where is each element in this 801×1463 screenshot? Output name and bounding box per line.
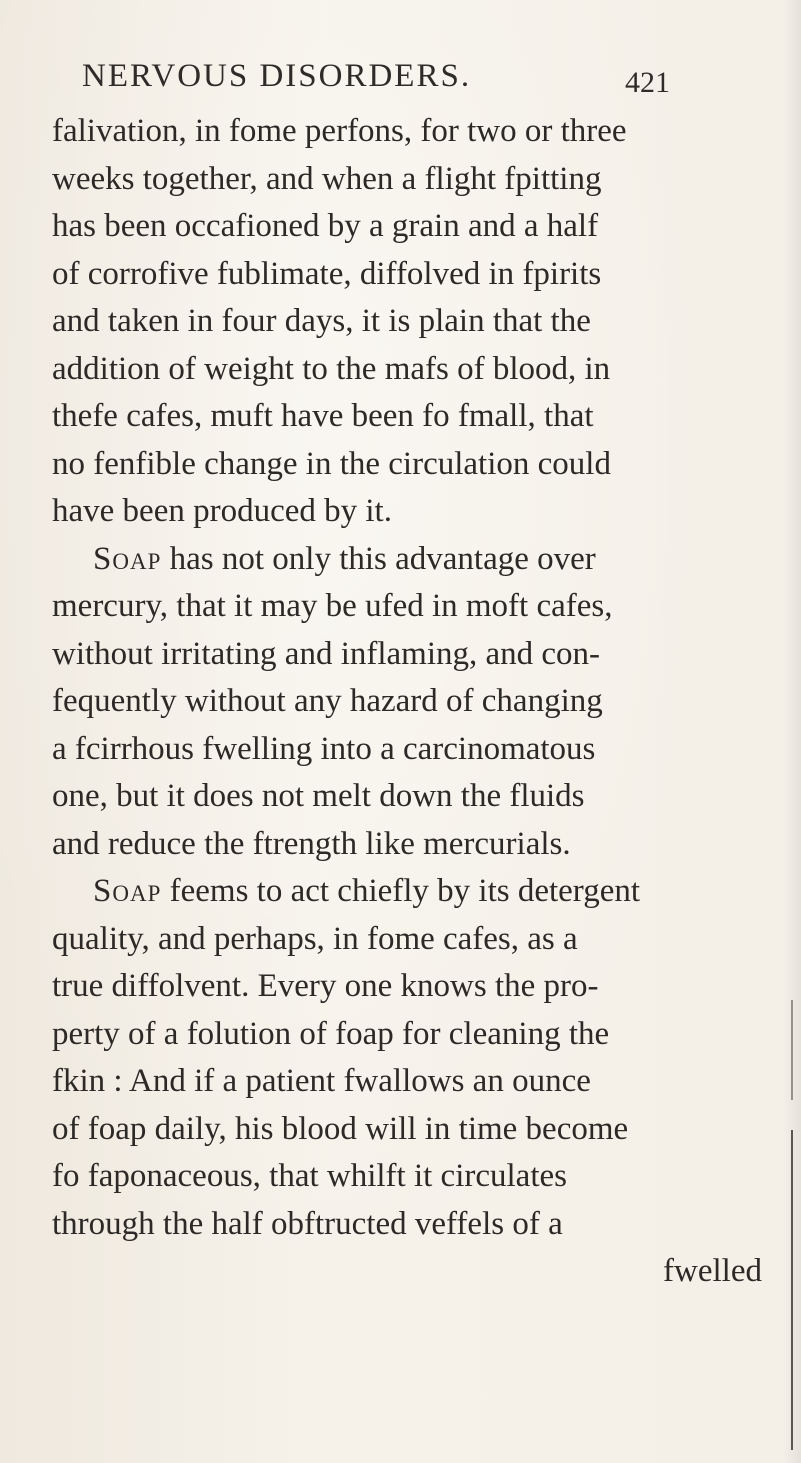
text-line: and taken in four days, it is plain that the [52,303,591,339]
text-line: a fcirrhous fwelling into a carcinomatous [52,730,596,767]
text-line: have been produced by it. [52,493,392,529]
running-head [82,58,742,108]
text-line: addition of weight to the mafs of blood, in [52,350,611,387]
text-line: of foap daily, his blood will in time become [52,1110,629,1147]
text-line: and reduce the ftrength like mercurials. [52,825,571,862]
paragraph-first-line [52,868,772,916]
text-line: through the half obftructed veffels of a [52,1205,563,1242]
text-line: no fenfible change in the circulation could [52,445,611,482]
paragraph-first-line [52,536,772,584]
paragraph-first-line-text: feems to act chiefly by its detergent [161,873,641,909]
text-line: fkin : And if a patient fwallows an ounce [52,1063,591,1099]
text-line: without irritating and inflaming, and con- [52,635,601,672]
paragraph-lead-word: Soap [93,873,162,909]
text-line: quality, and perhaps, in fome cafes, as a [52,920,578,957]
text-line: weeks together, and when a flight fpitting [52,160,602,197]
text-line: thefe cafes, muft have been fo fmall, that [52,398,594,434]
text-line: perty of a folution of foap for cleaning the [52,1015,610,1052]
paragraph-first-line-text: has not only this advantage over [161,540,596,577]
text-line: one, but it does not melt down the fluids [52,778,585,814]
paragraph-lead-word: Soap [93,540,162,577]
catchword: fwelled [663,1253,762,1289]
running-title: NERVOUS DISORDERS. [82,58,472,94]
text-line: falivation, in fome perfons, for two or three [52,113,627,149]
text-line: fequently without any hazard of changing [52,683,603,719]
body-text [52,108,772,1296]
text-line: fo faponaceous, that whilft it circulates [52,1158,567,1194]
page-edge-line [791,1130,793,1450]
page-number: 421 [625,66,670,99]
text-line: has been occafioned by a grain and a half [52,208,599,244]
page-edge-line [791,1000,793,1100]
text-line: true diffolvent. Every one knows the pro- [52,968,599,1004]
text-line: of corrofive fublimate, diffolved in fpirits [52,255,602,292]
text-line: mercury, that it may be ufed in moft cafes, [52,588,613,624]
